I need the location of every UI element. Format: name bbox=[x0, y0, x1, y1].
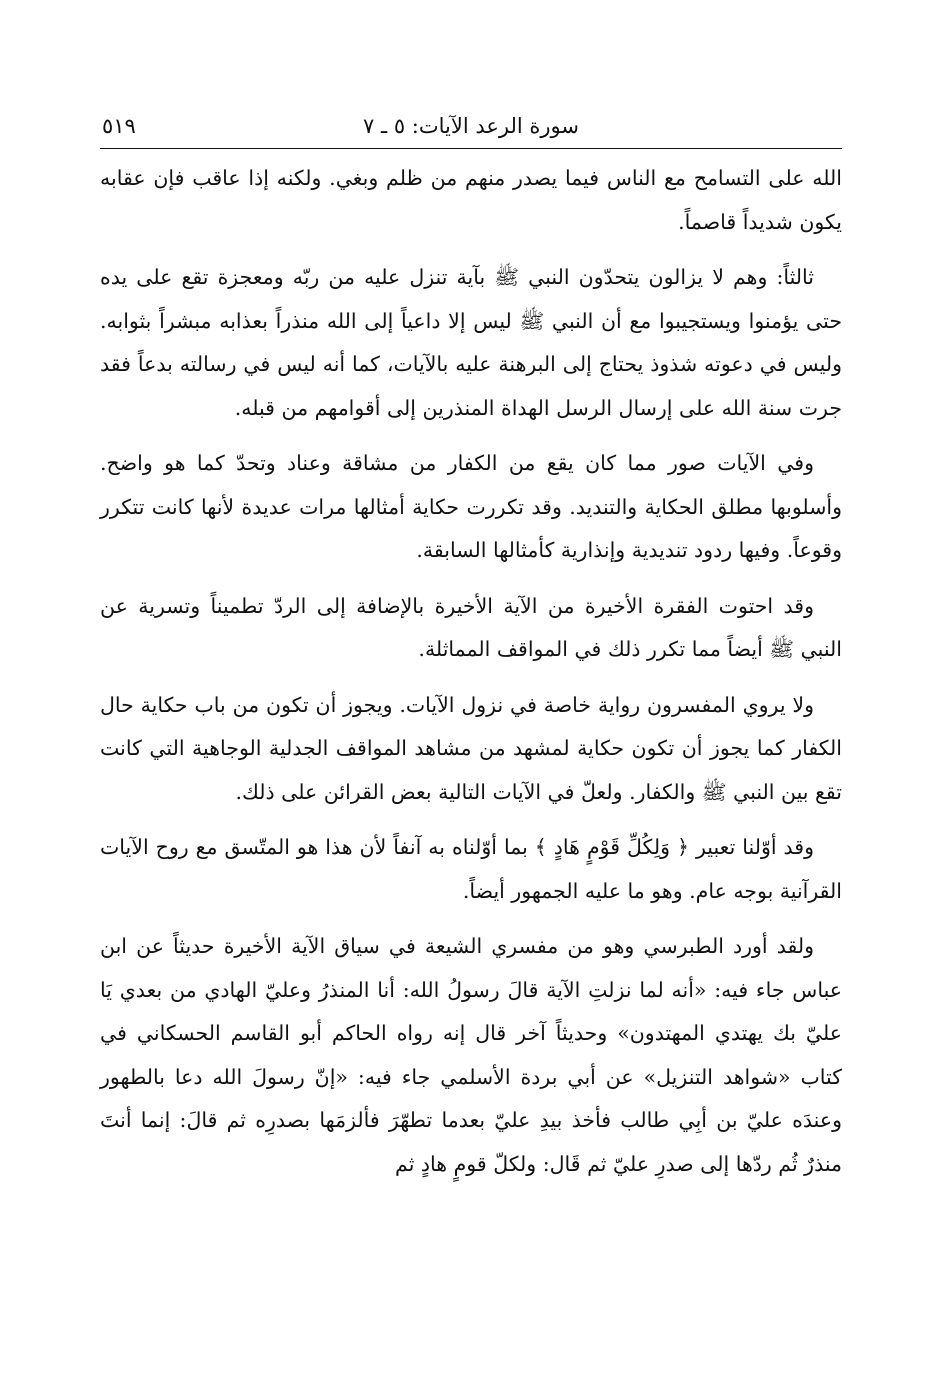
paragraph-6: وقد أوّلنا تعبير ﴿ وَلِكُلِّ قَوْمٍ هَادٍ ﴾ بما أوّلناه به آنفاً لأن هذا هو المتّسق مع روح الآيات القرآنية بوجه عام. وهو ما عليه الجمهور أيضاً. bbox=[100, 835, 842, 903]
page-number: ٥١٩ bbox=[102, 114, 136, 138]
paragraph-1: الله على التسامح مع الناس فيما يصدر منهم من ظلم وبغي. ولكنه إذا عاقب فإن عقابه يكون شديداً قاصماً. bbox=[100, 166, 842, 234]
document-body bbox=[100, 157, 842, 1186]
paragraph-3: وفي الآيات صور مما كان يقع من الكفار من مشاقة وعناد وتحدّ كما هو واضح. وأسلوبها مطلق الحكاية والتنديد. وقد تكررت حكاية أمثالها مرات عديدة لأنها كانت تتكرر وقوعاً. وفيها ردود تنديدية وإنذارية كأمثالها السابقة. bbox=[100, 451, 842, 562]
document-page bbox=[100, 108, 842, 1186]
paragraph-2: ثالثاً: وهم لا يزالون يتحدّون النبي ﷺ بآية تنزل عليه من ربّه ومعجزة تقع على يده حتى يؤمنوا ويستجيبوا مع أن النبي ﷺ ليس إلا داعياً إلى الله منذراً بعذابه مبشراً بثوابه. وليس في دعوته شذوذ يحتاج إلى البرهنة عليه بالآيات، كما أنه ليس في رسالته بدعاً فقد جرت سنة الله على إرسال الرسل الهداة المنذرين إلى أقوامهم من قبله. bbox=[100, 265, 842, 420]
paragraph-5: ولا يروي المفسرون رواية خاصة في نزول الآيات. ويجوز أن تكون من باب حكاية حال الكفار كما يجوز أن تكون حكاية لمشهد من مشاهد المواقف الجدلية الوجاهية التي كانت تقع بين النبي ﷺ والكفار. ولعلّ في الآيات التالية بعض القرائن على ذلك. bbox=[100, 692, 842, 804]
chapter-title: سورة الرعد الآيات: ٥ ـ ٧ bbox=[363, 114, 579, 138]
running-header bbox=[100, 108, 842, 149]
paragraph-7: ولقد أورد الطبرسي وهو من مفسري الشيعة في سياق الآية الأخيرة حديثاً عن ابن عباس جاء فيه: «أنه لما نزلتِ الآية قالَ رسولُ الله: أنا المنذرُ وعليّ الهادي من بعدي يَا عليّ بك يهتدي المهتدون» وحديثاً آخر قال إنه رواه الحاكم أبو القاسم الحسكاني في كتاب «شواهد التنزيل» عن أبي بردة الأسلمي جاء فيه: «إنّ رسولَ الله دعا بالطهور وعندَه عليّ بن أبِي طالب فأخذ بيدِ عليّ بعدما تطهّرَ فألزمَها بصدرِه ثم قالَ: إنما أنتَ منذرٌ ثُم ردّها إلى صدرِ عليّ ثم قَال: ولكلّ قومٍ هادٍ ثم bbox=[100, 934, 842, 1176]
paragraph-4: وقد احتوت الفقرة الأخيرة من الآية الأخيرة بالإضافة إلى الردّ تطميناً وتسرية عن النبي ﷺ أيضاً مما تكرر ذلك في المواقف المماثلة. bbox=[100, 593, 842, 661]
